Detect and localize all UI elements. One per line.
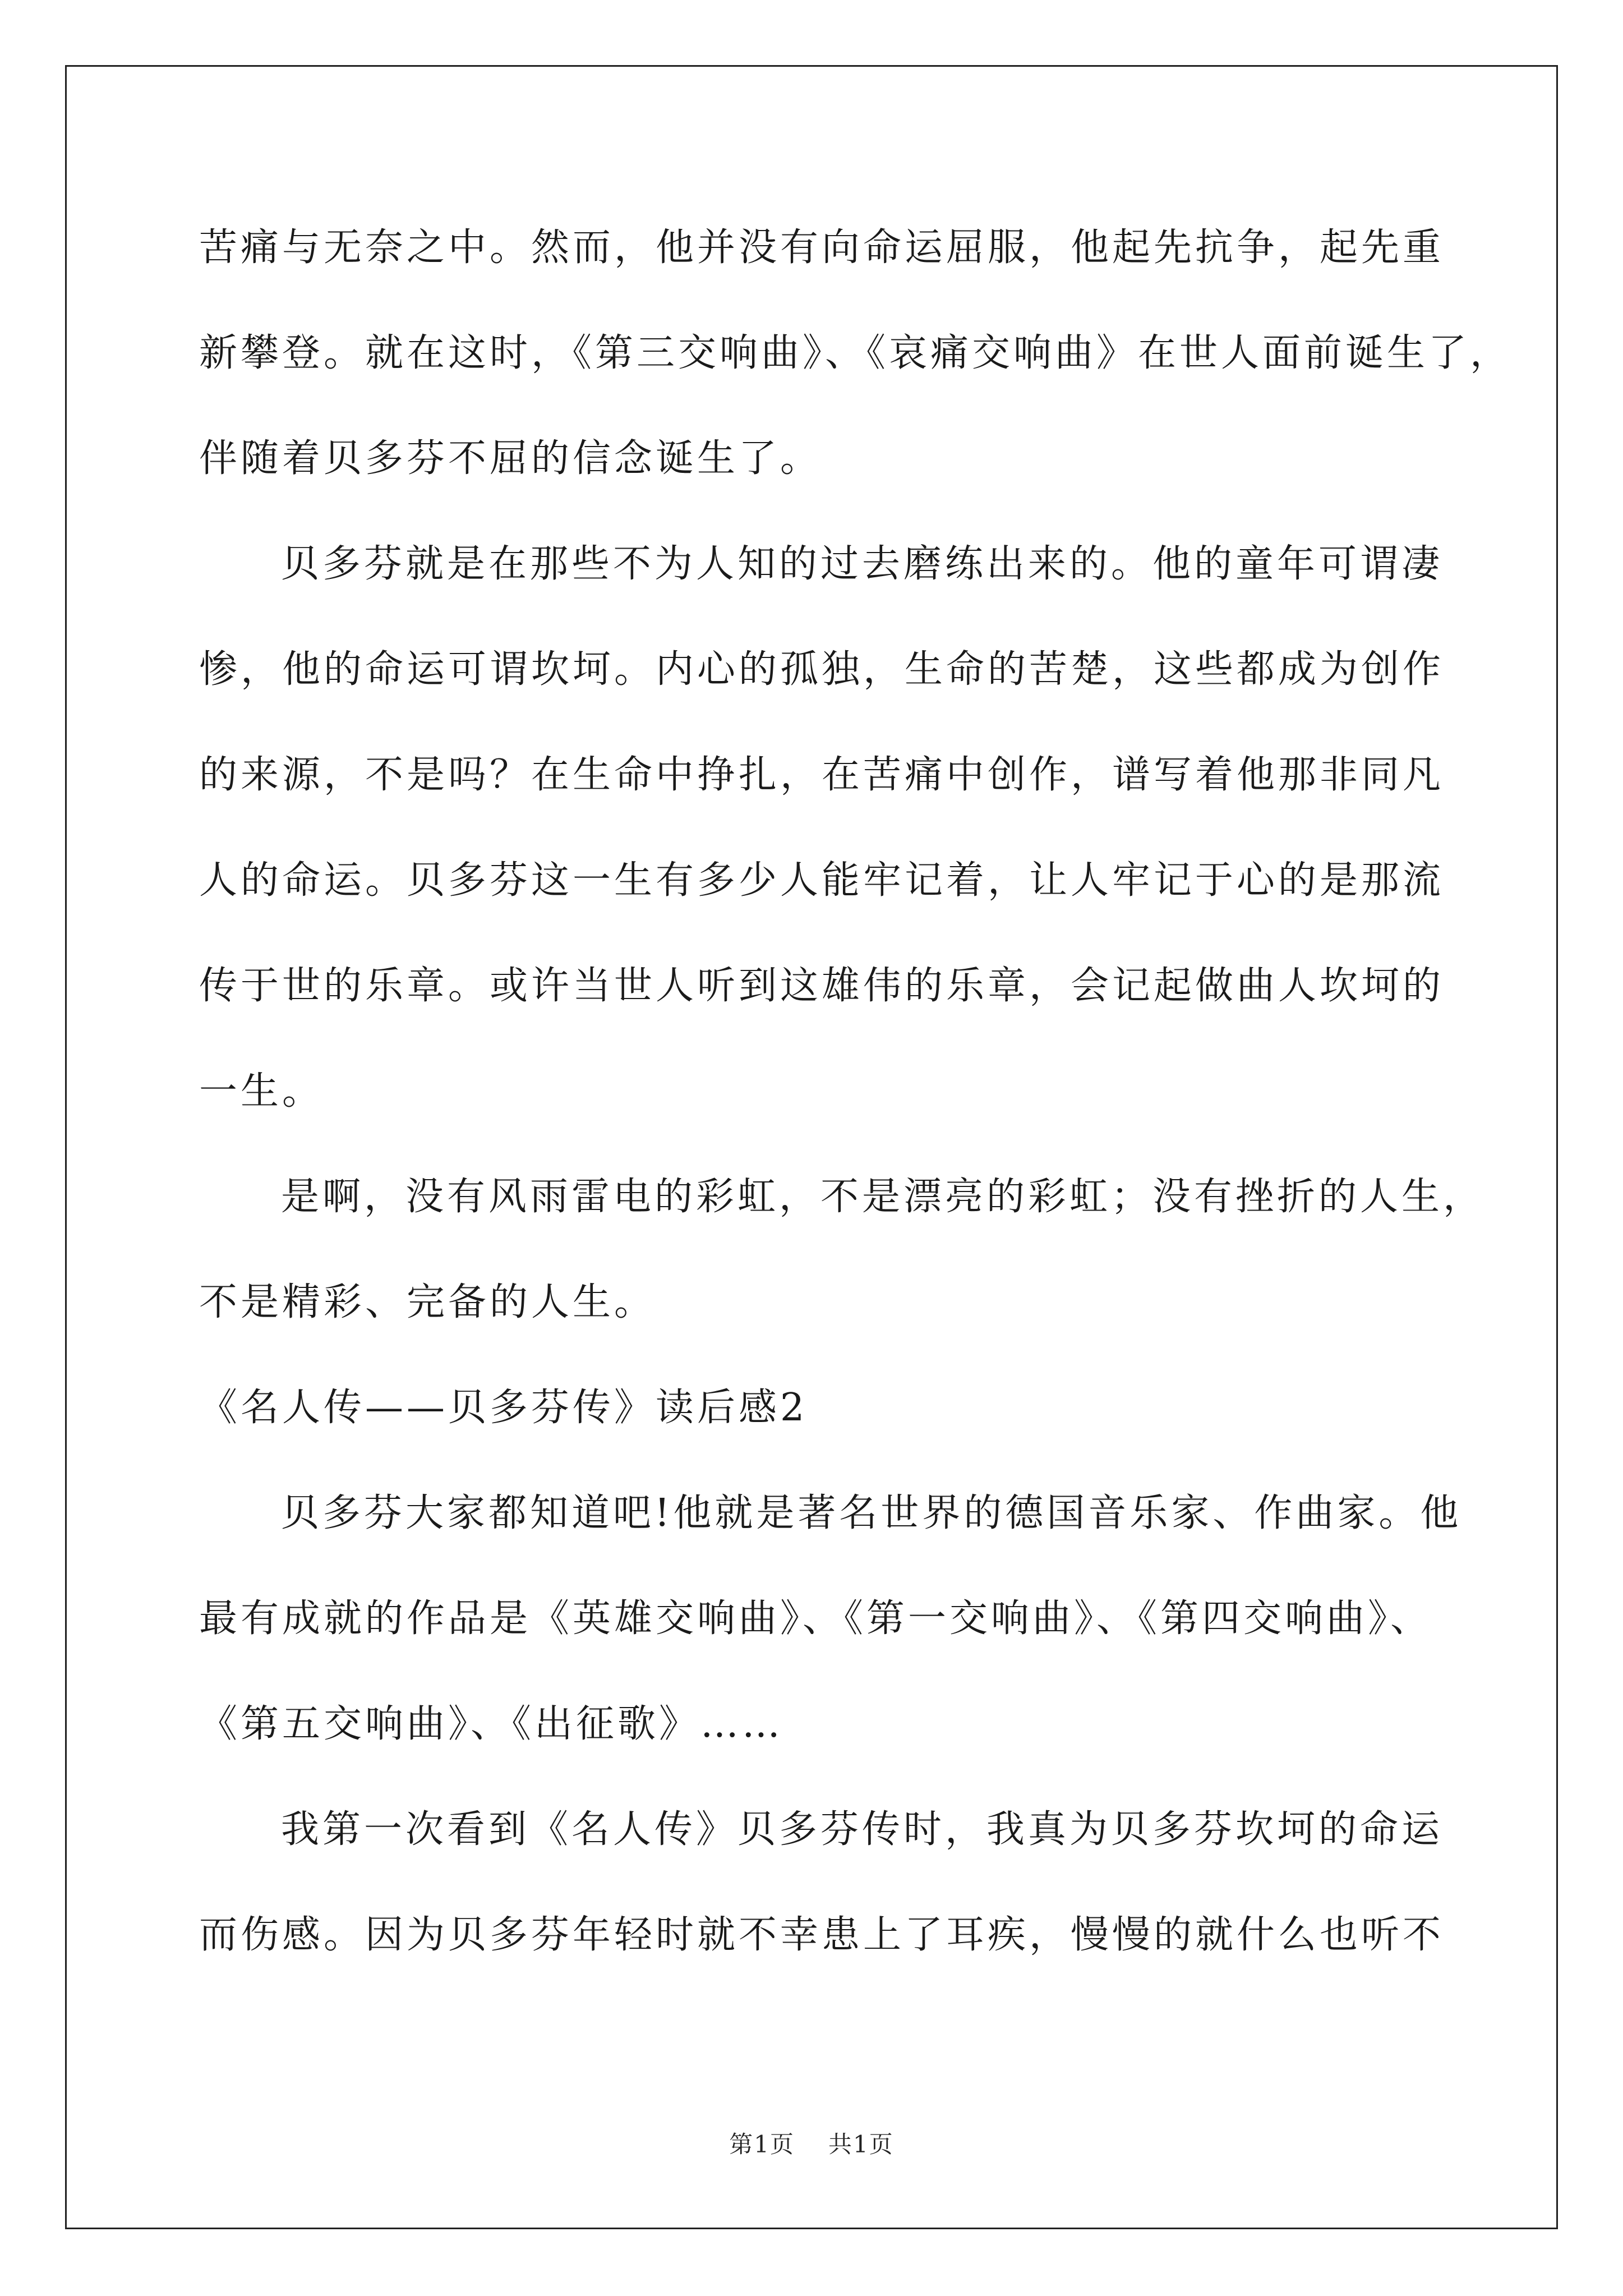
text-line: 最有成就的作品是《英雄交响曲》、《第一交响曲》、《第四交响曲》、: [199, 1596, 1432, 1641]
paragraph-first-line: 是啊，没有风雨雷电的彩虹，不是漂亮的彩虹；没有挫折的人生，: [281, 1175, 1485, 1219]
paragraph-first-line: 贝多芬大家都知道吧!他就是著名世界的德国音乐家、作曲家。他: [281, 1491, 1462, 1535]
text-line: 苦痛与无奈之中。然而，他并没有向命运屈服，他起先抗争，起先重: [199, 226, 1445, 270]
document-body: [199, 195, 1512, 1988]
section-heading: 《名人传——贝多芬传》读后感2: [199, 1386, 808, 1430]
text-line: 传于世的乐章。或许当世人听到这雄伟的乐章，会记起做曲人坎坷的: [199, 964, 1445, 1008]
page-number: 第1页: [729, 2131, 795, 2158]
text-line: 惨，他的命运可谓坎坷。内心的孤独，生命的苦楚，这些都成为创作: [199, 647, 1445, 692]
text-line: 的来源，不是吗？在生命中挣扎，在苦痛中创作，谱写着他那非同凡: [199, 753, 1445, 797]
text-line: 人的命运。贝多芬这一生有多少人能牢记着，让人牢记于心的是那流: [199, 858, 1445, 903]
paragraph-first-line: 贝多芬就是在那些不为人知的过去磨练出来的。他的童年可谓凄: [281, 542, 1444, 586]
text-line: 而伤感。因为贝多芬年轻时就不幸患上了耳疾，慢慢的就什么也听不: [199, 1913, 1445, 1957]
text-line: 《第五交响曲》、《出征歌》……: [199, 1702, 784, 1746]
page-total: 共1页: [828, 2131, 894, 2158]
text-line: 伴随着贝多芬不屈的信念诞生了。: [199, 436, 822, 481]
page-footer: [0, 2126, 1623, 2160]
paragraph-first-line: 我第一次看到《名人传》贝多芬传时，我真为贝多芬坎坷的命运: [281, 1807, 1444, 1852]
text-line: 新攀登。就在这时，《第三交响曲》、《哀痛交响曲》在世人面前诞生了，: [199, 331, 1512, 375]
text-line: 不是精彩、完备的人生。: [199, 1280, 656, 1324]
text-line: 一生。: [199, 1069, 324, 1114]
